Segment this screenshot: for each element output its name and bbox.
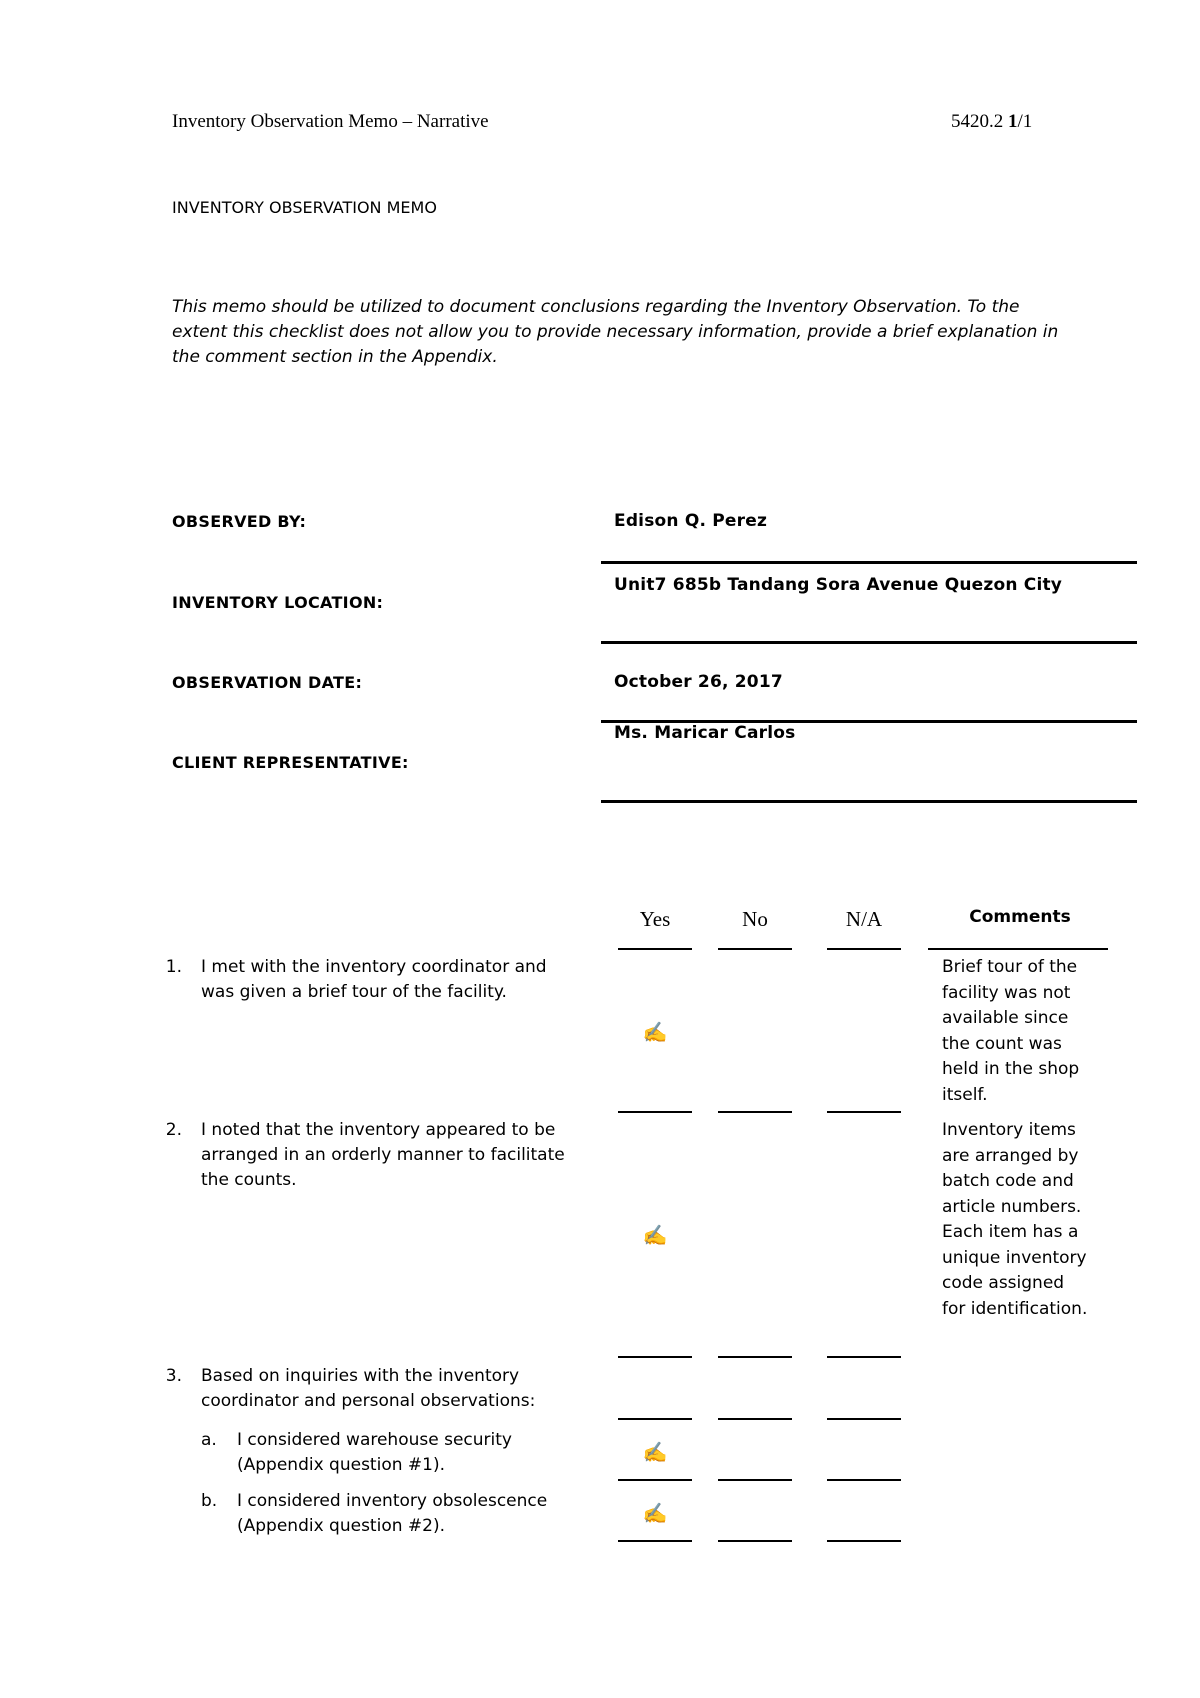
question-line: the counts. [201,1170,297,1190]
question-3b-letter: b. [201,1491,218,1511]
comment-line: unique inventory [942,1247,1087,1268]
question-2-text [201,1118,565,1193]
question-3-text [201,1364,535,1414]
comment-line: batch code and [942,1171,1074,1191]
comment-line: the count was [942,1033,1062,1054]
question-3b-text [237,1489,547,1539]
client-representative-label: CLIENT REPRESENTATIVE: [172,753,409,772]
comments-underline [928,948,1108,950]
answer-underline [718,1111,792,1113]
observed-by-label: OBSERVED BY: [172,512,307,531]
answer-underline [618,1540,692,1542]
question-line: (Appendix question #2). [237,1516,446,1536]
answer-underline [827,1111,901,1113]
yes-underline [618,948,692,950]
client-representative-value: Ms. Maricar Carlos [614,723,796,743]
answer-underline [718,1356,792,1358]
question-line: was given a brief tour of the facility. [201,982,507,1002]
column-yes: Yes [639,907,671,931]
page-current: 1 [1008,111,1018,132]
answer-underline [618,1418,692,1420]
comment-line: facility was not [942,982,1071,1003]
inventory-location-label: INVENTORY LOCATION: [172,593,384,612]
page-ref: 5420.2 [951,111,1008,132]
question-1-yes-check-icon: ✍ [642,1022,668,1044]
question-line: (Appendix question #1). [237,1455,446,1475]
question-3b-yes-check-icon: ✍ [642,1503,668,1525]
question-3a-text [237,1428,512,1478]
page-total: /1 [1017,111,1033,132]
answer-underline [618,1356,692,1358]
no-underline [718,948,792,950]
comment-line: are arranged by [942,1145,1079,1166]
column-na: N/A [845,907,883,931]
answer-underline [718,1479,792,1481]
answer-underline [827,1356,901,1358]
answer-underline [618,1479,692,1481]
intro-paragraph: This memo should be utilized to document conclusions regarding the Inventory Observation. To the extent this checklist does not allow you to provide necessary information, provide a brief explanation in the comment section in the Appendix. [172,297,1059,367]
observation-date-label: OBSERVATION DATE: [172,673,363,692]
question-line: I met with the inventory coordinator and [201,957,547,977]
comment-line: Each item has a [942,1222,1079,1242]
memo-title: INVENTORY OBSERVATION MEMO [172,198,437,217]
question-line: Based on inquiries with the inventory [201,1366,520,1386]
answer-underline [718,1418,792,1420]
question-line: coordinator and personal observations: [201,1391,536,1411]
question-1-number: 1. [165,957,182,977]
inventory-location-value: Unit7 685b Tandang Sora Avenue Quezon City [614,575,1063,595]
field-divider [601,561,1137,564]
field-divider [601,800,1137,803]
question-2-comment [942,1118,1122,1322]
comment-line: available since [942,1008,1069,1028]
answer-underline [827,1418,901,1420]
question-2-number: 2. [165,1120,182,1140]
comment-line: for identification. [942,1298,1088,1319]
comment-line: Brief tour of the [942,957,1078,977]
field-divider [601,641,1137,644]
comment-line: article numbers. [942,1196,1082,1217]
comment-line: itself. [942,1084,988,1105]
question-3-number: 3. [165,1366,182,1386]
question-2-yes-check-icon: ✍ [642,1225,668,1247]
header-title: Inventory Observation Memo – Narrative [172,111,489,132]
question-3a-letter: a. [201,1430,217,1450]
na-underline [827,948,901,950]
question-1-comment [942,955,1122,1108]
comment-line: code assigned [942,1273,1065,1293]
header-page-number [951,111,1032,133]
question-line: arranged in an orderly manner to facilitate [201,1145,565,1165]
answer-underline [618,1111,692,1113]
comment-line: held in the shop [942,1059,1080,1079]
comment-line: Inventory items [942,1120,1076,1140]
question-line: I considered inventory obsolescence [237,1491,548,1511]
observed-by-value: Edison Q. Perez [614,511,768,531]
column-comments: Comments [969,907,1071,927]
question-line: I noted that the inventory appeared to be [201,1120,556,1140]
observation-date-value: October 26, 2017 [614,672,783,692]
answer-underline [718,1540,792,1542]
answer-underline [827,1479,901,1481]
question-1-text [201,955,547,1005]
question-3a-yes-check-icon: ✍ [642,1442,668,1464]
question-line: I considered warehouse security [237,1430,512,1450]
column-no: No [742,907,768,931]
answer-underline [827,1540,901,1542]
